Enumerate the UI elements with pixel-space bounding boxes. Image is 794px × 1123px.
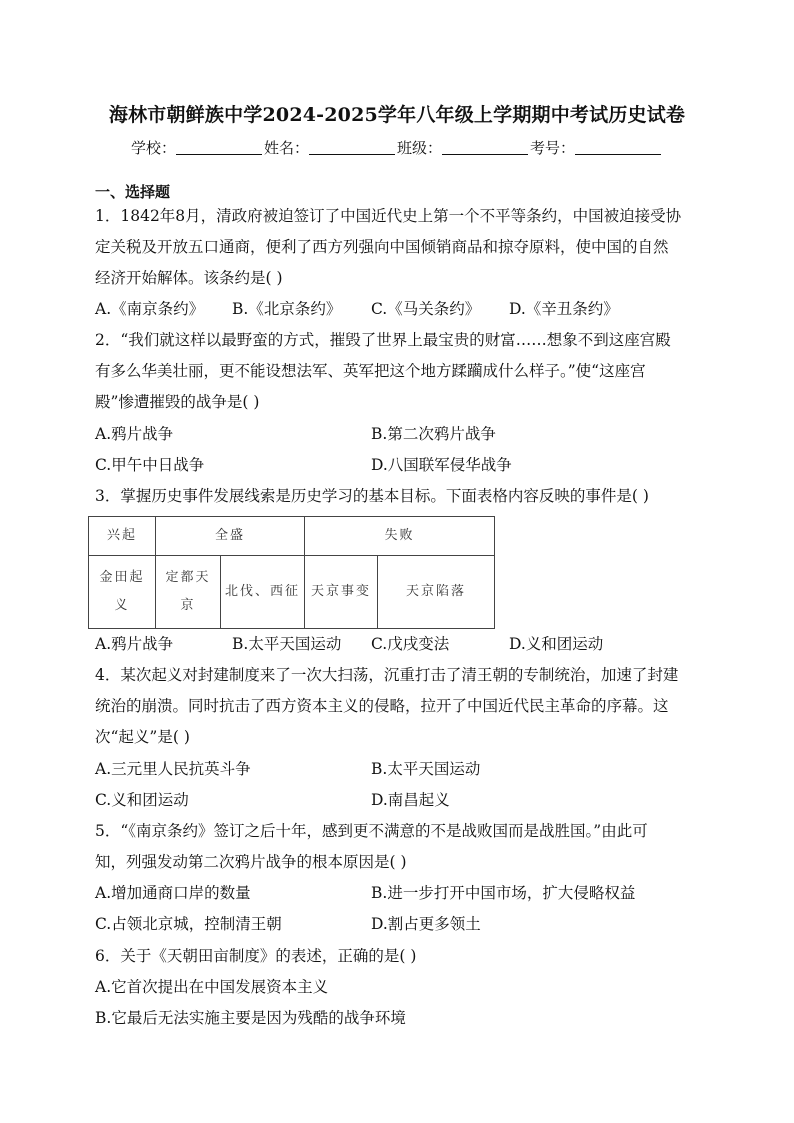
q2-option-d[interactable]: D.八国联军侵华战争 (371, 456, 512, 474)
q1-option-c[interactable]: C.《马关条约》 (371, 300, 481, 318)
q3-option-d[interactable]: D.义和团运动 (509, 635, 604, 653)
q3-table (88, 516, 495, 629)
q5-option-b[interactable]: B.进一步打开中国市场，扩大侵略权益 (371, 884, 636, 902)
class-blank[interactable] (442, 140, 528, 155)
q6-option-b[interactable]: B.它最后无法实施主要是因为残酷的战争环境 (95, 1009, 406, 1027)
q5-option-d[interactable]: D.割占更多领土 (371, 915, 481, 933)
name-blank[interactable] (309, 140, 395, 155)
q4-line-3: 次“起义”是( ) (95, 728, 190, 746)
q3-option-c[interactable]: C.戊戌变法 (371, 635, 450, 653)
exam-number-blank[interactable] (575, 140, 661, 155)
q1-line-1: 1．1842年8月，清政府被迫签订了中国近代史上第一个不平等条约，中国被迫接受协 (95, 207, 682, 225)
q1-line-3: 经济开始解体。该条约是( ) (95, 269, 283, 287)
q4-line-1: 4．某次起义对封建制度来了一次大扫荡，沉重打击了清王朝的专制统治，加速了封建 (95, 666, 679, 684)
q4-option-a[interactable]: A.三元里人民抗英斗争 (95, 760, 251, 778)
student-info-line (0, 137, 794, 158)
q2-line-2: 有多么华美壮丽，更不能设想法军、英军把这个地方蹂躏成什么样子。”使“这座宫 (95, 362, 646, 380)
school-blank[interactable] (176, 140, 262, 155)
q1-option-b[interactable]: B.《北京条约》 (232, 300, 342, 318)
q4-option-d[interactable]: D.南昌起义 (371, 791, 450, 809)
q2-line-3: 殿”惨遭摧毁的战争是( ) (95, 393, 260, 411)
class-label: 班级： (397, 139, 443, 157)
name-label: 姓名： (263, 139, 309, 157)
school-label: 学校： (130, 139, 176, 157)
q5-option-a[interactable]: A.增加通商口岸的数量 (95, 884, 251, 902)
table-header-failure: 失败 (305, 517, 495, 556)
q4-option-c[interactable]: C.义和团运动 (95, 791, 189, 809)
q2-option-b[interactable]: B.第二次鸦片战争 (371, 425, 496, 443)
q5-line-1: 5．“《南京条约》签订之后十年，感到更不满意的不是战败国而是战胜国。”由此可 (95, 822, 648, 840)
q4-line-2: 统治的崩溃。同时抗击了西方资本主义的侵略，拉开了中国近代民主革命的序幕。这 (95, 697, 669, 715)
q3-option-b[interactable]: B.太平天国运动 (232, 635, 342, 653)
q6-line-1: 6．关于《天朝田亩制度》的表述，正确的是( ) (95, 947, 417, 965)
q3-line-1: 3．掌握历史事件发展线索是历史学习的基本目标。下面表格内容反映的事件是( ) (95, 487, 649, 505)
q1-option-a[interactable]: A.《南京条约》 (95, 300, 205, 318)
table-header-peak: 全盛 (156, 517, 305, 556)
q2-option-c[interactable]: C.甲午中日战争 (95, 456, 205, 474)
table-cell-tianjing-fall: 天京陷落 (378, 556, 495, 629)
q4-option-b[interactable]: B.太平天国运动 (371, 760, 481, 778)
q2-line-1: 2．“我们就这样以最野蛮的方式，摧毁了世界上最宝贵的财富……想象不到这座宫殿 (95, 331, 671, 349)
q5-option-c[interactable]: C.占领北京城，控制清王朝 (95, 915, 282, 933)
table-header-rise: 兴起 (89, 517, 156, 556)
exam-number-label: 考号： (530, 139, 576, 157)
q1-line-2: 定关税及开放五口通商，便利了西方列强向中国倾销商品和掠夺原料，使中国的自然 (95, 238, 669, 256)
q1-option-d[interactable]: D.《辛丑条约》 (509, 300, 619, 318)
section-title: 一、选择题 (95, 183, 171, 201)
table-cell-tianjing-capital: 定都天京 (156, 556, 221, 629)
table-cell-jintian: 金田起义 (89, 556, 156, 629)
table-cell-tianjing-incident: 天京事变 (305, 556, 378, 629)
q3-option-a[interactable]: A.鸦片战争 (95, 635, 174, 653)
table-cell-expeditions: 北伐、西征 (221, 556, 305, 629)
q6-option-a[interactable]: A.它首次提出在中国发展资本主义 (95, 978, 329, 996)
exam-title: 海林市朝鲜族中学2024-2025学年八年级上学期期中考试历史试卷 (108, 104, 686, 126)
q2-option-a[interactable]: A.鸦片战争 (95, 425, 174, 443)
q5-line-2: 知，列强发动第二次鸦片战争的根本原因是( ) (95, 853, 407, 871)
